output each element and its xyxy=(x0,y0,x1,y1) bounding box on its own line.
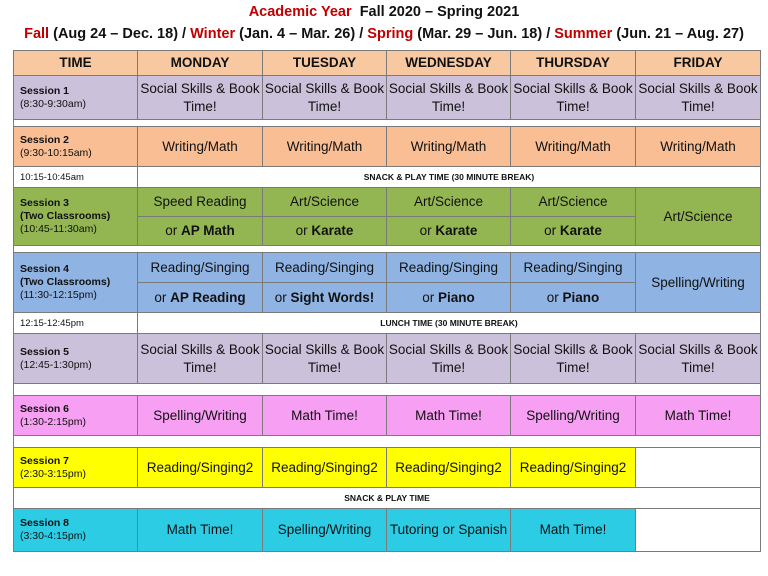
schedule-cell xyxy=(387,283,511,313)
schedule-cell: Reading/Singing xyxy=(511,253,636,283)
term-name: Fall xyxy=(24,26,50,42)
session-time-cell xyxy=(14,76,138,120)
session-row xyxy=(14,188,761,217)
schedule-cell: Social Skills & Book Time! xyxy=(387,334,511,384)
session-name: Session 1 xyxy=(20,84,70,97)
academic-year-label: Academic Year xyxy=(248,4,352,20)
session-row xyxy=(14,509,761,552)
term-dates: (Mar. 29 – Jun. 18) xyxy=(417,26,543,42)
spacer-cell xyxy=(14,120,761,127)
column-header-tuesday: TUESDAY xyxy=(263,51,387,76)
break-row xyxy=(14,167,761,188)
session-row xyxy=(14,76,761,120)
or-label: or xyxy=(295,223,312,238)
schedule-cell: Math Time! xyxy=(511,509,636,552)
alt-activity: Karate xyxy=(435,223,478,238)
or-label: or xyxy=(546,289,563,305)
break-label: SNACK & PLAY TIME xyxy=(14,488,761,509)
session-name: Session 7 xyxy=(20,454,70,467)
schedule-cell: Social Skills & Book Time! xyxy=(387,76,511,120)
term-dates-line xyxy=(0,26,768,42)
session-time: (8:30-9:30am) xyxy=(20,97,86,110)
spacer-cell xyxy=(14,384,761,396)
schedule-cell: Reading/Singing xyxy=(263,253,387,283)
schedule-title xyxy=(0,4,768,20)
break-row xyxy=(14,488,761,509)
empty-cell xyxy=(636,448,761,488)
session-row xyxy=(14,448,761,488)
column-header-thursday: THURSDAY xyxy=(511,51,636,76)
session-time: (3:30-4:15pm) xyxy=(20,530,86,542)
alt-activity: Piano xyxy=(438,289,475,305)
empty-cell xyxy=(636,509,761,552)
session-time-cell xyxy=(14,127,138,167)
session-name: Session 5 xyxy=(20,345,70,358)
schedule-cell: Spelling/Writing xyxy=(263,509,387,552)
session-time-cell xyxy=(14,334,138,384)
schedule-cell: Reading/Singing xyxy=(138,253,263,283)
schedule-cell: Reading/Singing2 xyxy=(387,448,511,488)
spacer-cell xyxy=(14,246,761,253)
session-time-cell xyxy=(14,253,138,313)
spacer-cell xyxy=(14,436,761,448)
schedule-cell: Writing/Math xyxy=(387,127,511,167)
session-name: Session 3 xyxy=(20,197,70,209)
session-time-cell xyxy=(14,448,138,488)
schedule-cell: Speed Reading xyxy=(138,188,263,217)
term-dates: (Jan. 4 – Mar. 26) xyxy=(239,26,356,42)
session-time-cell xyxy=(14,396,138,436)
schedule-cell: Writing/Math xyxy=(636,127,761,167)
schedule-cell: Spelling/Writing xyxy=(511,396,636,436)
schedule-cell: Math Time! xyxy=(138,509,263,552)
break-row xyxy=(14,313,761,334)
schedule-cell: Math Time! xyxy=(636,396,761,436)
term-dates: (Aug 24 – Dec. 18) xyxy=(53,26,179,42)
schedule-cell: Writing/Math xyxy=(511,127,636,167)
session-name: Session 2 xyxy=(20,133,70,146)
schedule-cell xyxy=(511,217,636,246)
schedule-cell: Math Time! xyxy=(263,396,387,436)
session-time: (2:30-3:15pm) xyxy=(20,467,86,480)
session-time: (9:30-10:15am) xyxy=(20,146,92,159)
schedule-cell: Art/Science xyxy=(511,188,636,217)
schedule-cell xyxy=(263,283,387,313)
schedule-cell xyxy=(138,217,263,246)
term-name: Winter xyxy=(190,26,236,42)
or-label: or xyxy=(274,289,291,305)
session-row xyxy=(14,253,761,283)
column-header-monday: MONDAY xyxy=(138,51,263,76)
session-subtitle: (Two Classrooms) xyxy=(20,276,111,288)
schedule-cell: Reading/Singing2 xyxy=(263,448,387,488)
session-time: (11:30-12:15pm) xyxy=(20,289,97,301)
alt-activity: Karate xyxy=(311,223,354,238)
schedule-cell: Spelling/Writing xyxy=(138,396,263,436)
or-label: or xyxy=(419,223,436,238)
session-subtitle: (Two Classrooms) xyxy=(20,210,111,222)
term-name: Summer xyxy=(554,26,613,42)
schedule-cell: Art/Science xyxy=(387,188,511,217)
session-row xyxy=(14,334,761,384)
term-separator: / xyxy=(355,26,368,42)
session-time-cell xyxy=(14,188,138,246)
schedule-cell: Art/Science xyxy=(636,188,761,246)
weekly-schedule-table xyxy=(13,50,761,552)
schedule-cell: Spelling/Writing xyxy=(636,253,761,313)
alt-activity: Sight Words! xyxy=(290,289,375,305)
break-time: 12:15-12:45pm xyxy=(14,313,138,334)
or-label: or xyxy=(165,223,181,238)
schedule-cell: Social Skills & Book Time! xyxy=(511,334,636,384)
schedule-cell: Writing/Math xyxy=(138,127,263,167)
column-header-time: TIME xyxy=(14,51,138,76)
session-name: Session 4 xyxy=(20,263,70,275)
term-name: Spring xyxy=(367,26,414,42)
schedule-cell xyxy=(138,283,263,313)
schedule-cell: Reading/Singing xyxy=(387,253,511,283)
alt-activity: Karate xyxy=(559,223,602,238)
alt-activity: AP Reading xyxy=(170,289,246,305)
schedule-cell: Reading/Singing2 xyxy=(511,448,636,488)
session-time: (1:30-2:15pm) xyxy=(20,415,86,428)
session-name: Session 8 xyxy=(20,517,70,529)
schedule-cell: Social Skills & Book Time! xyxy=(511,76,636,120)
or-label: or xyxy=(422,289,438,305)
term-separator: / xyxy=(542,26,555,42)
schedule-cell: Math Time! xyxy=(387,396,511,436)
schedule-cell: Social Skills & Book Time! xyxy=(636,334,761,384)
session-time: (12:45-1:30pm) xyxy=(20,358,92,371)
alt-activity: AP Math xyxy=(181,223,235,238)
schedule-cell: Social Skills & Book Time! xyxy=(263,334,387,384)
schedule-cell: Social Skills & Book Time! xyxy=(263,76,387,120)
break-label: LUNCH TIME (30 MINUTE BREAK) xyxy=(138,313,761,334)
session-row xyxy=(14,396,761,436)
schedule-cell: Reading/Singing2 xyxy=(138,448,263,488)
schedule-cell: Writing/Math xyxy=(263,127,387,167)
schedule-cell: Art/Science xyxy=(263,188,387,217)
or-label: or xyxy=(544,223,560,238)
break-label: SNACK & PLAY TIME (30 MINUTE BREAK) xyxy=(138,167,761,188)
schedule-cell xyxy=(263,217,387,246)
session-row xyxy=(14,127,761,167)
schedule-cell xyxy=(387,217,511,246)
schedule-cell: Social Skills & Book Time! xyxy=(138,334,263,384)
schedule-cell xyxy=(511,283,636,313)
break-time: 10:15-10:45am xyxy=(14,167,138,188)
term-dates: (Jun. 21 – Aug. 27) xyxy=(616,26,744,42)
session-name: Session 6 xyxy=(20,402,70,415)
spacer-row xyxy=(14,246,761,253)
or-label: or xyxy=(154,289,171,305)
session-time: (10:45-11:30am) xyxy=(20,223,97,235)
term-separator: / xyxy=(178,26,191,42)
schedule-cell: Social Skills & Book Time! xyxy=(138,76,263,120)
header-row xyxy=(14,51,761,76)
schedule-cell: Tutoring or Spanish xyxy=(387,509,511,552)
alt-activity: Piano xyxy=(562,289,600,305)
session-time-cell xyxy=(14,509,138,552)
spacer-row xyxy=(14,436,761,448)
spacer-row xyxy=(14,384,761,396)
academic-year-span: Fall 2020 – Spring 2021 xyxy=(359,4,520,20)
column-header-friday: FRIDAY xyxy=(636,51,761,76)
spacer-row xyxy=(14,120,761,127)
column-header-wednesday: WEDNESDAY xyxy=(387,51,511,76)
schedule-cell: Social Skills & Book Time! xyxy=(636,76,761,120)
